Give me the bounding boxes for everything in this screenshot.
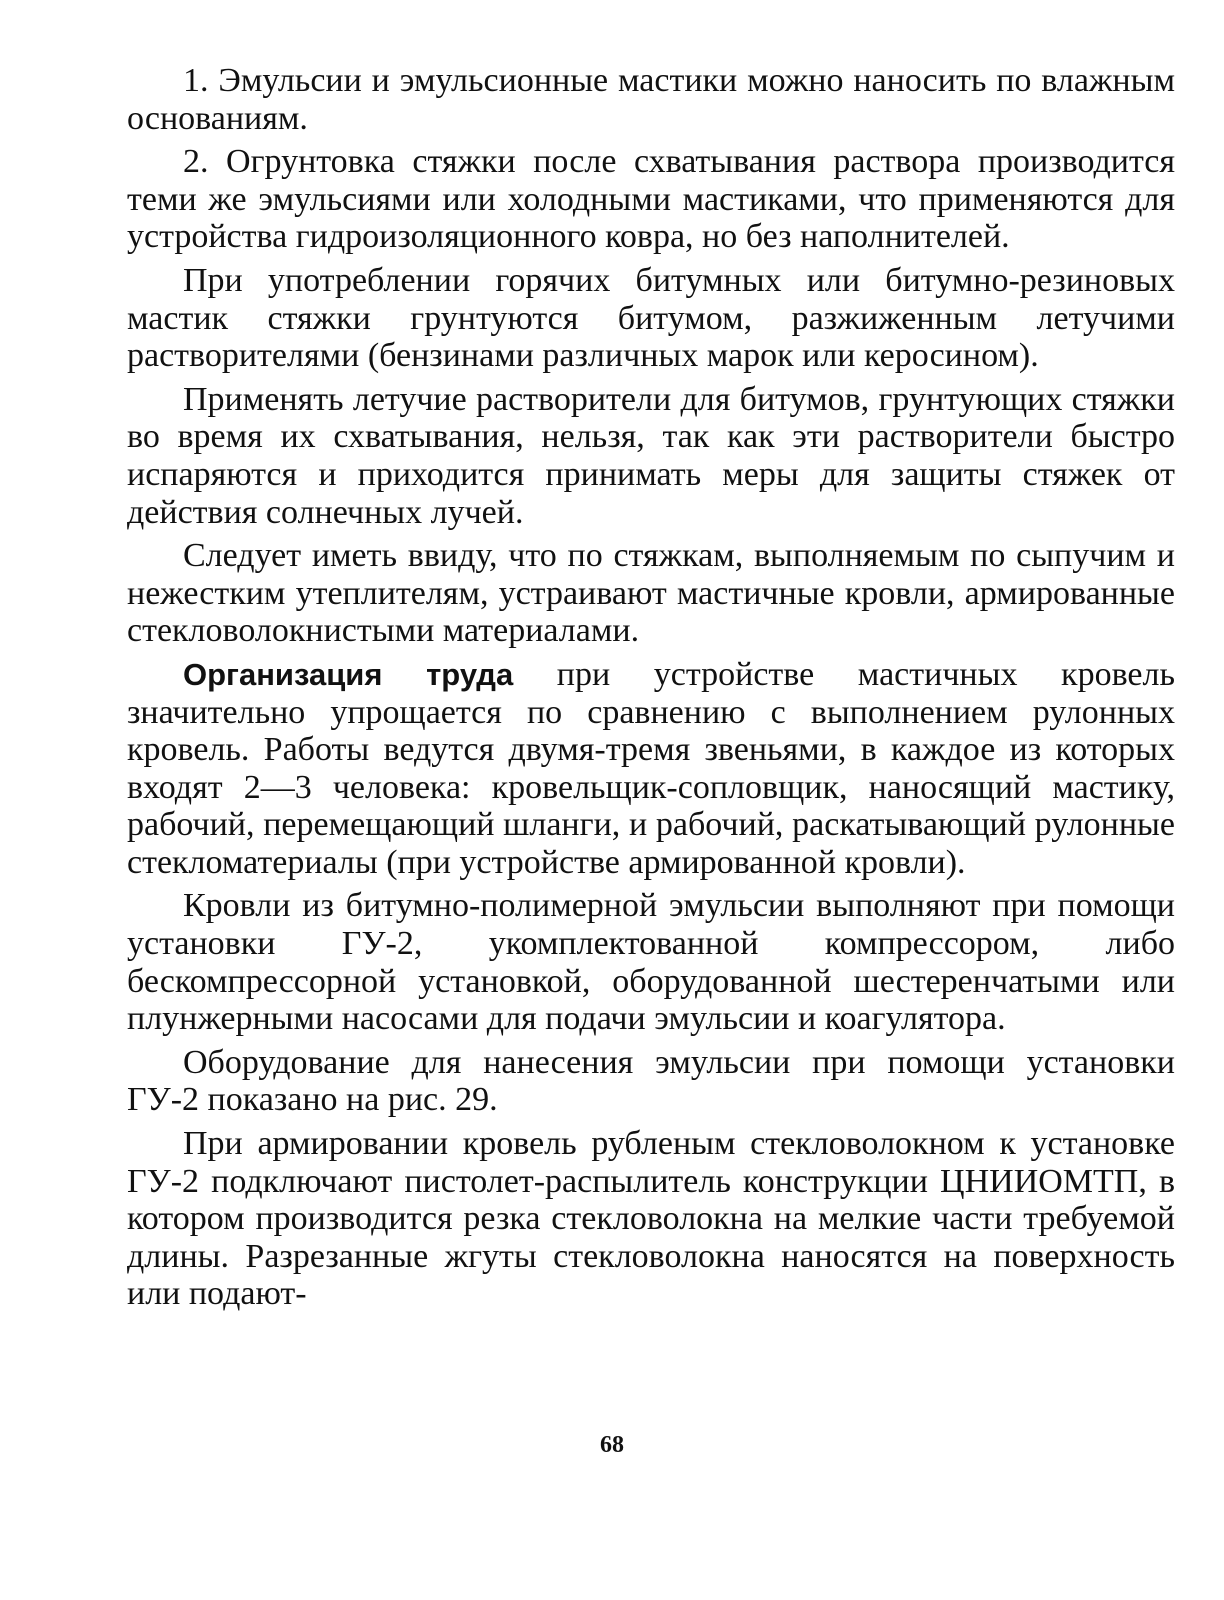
paragraph-7: Кровли из битумно-полимерной эмульсии выполняют при помощи установки ГУ-2, укомплектованной компрессором, либо бескомпрессорной установкой, оборудованной шестеренчатыми или плунжерными насосами для подачи эмульсии и коагулятора. [127, 887, 1175, 1038]
page-body [127, 62, 1175, 1319]
paragraph-6: Организация труда при устройстве мастичных кровель значительно упрощается по сравнению с выполнением рулонных кровель. Работы ведутся двумя-тремя звеньями, в каждое из которых входят 2—3 человека: кровельщик-сопловщик, наносящий мастику, рабочий, перемещающий шланги, и рабочий, раскатывающий рулонные стекломатериалы (при устройстве армированной кровли). [127, 655, 1175, 881]
page-number: 68 [600, 1432, 624, 1458]
paragraph-8: Оборудование для нанесения эмульсии при помощи установки ГУ-2 показано на рис. 29. [127, 1043, 1175, 1119]
paragraph-1: 1. Эмульсии и эмульсионные мастики можно наносить по влажным основаниям. [127, 62, 1175, 137]
paragraph-4: Применять летучие растворители для битумов, грунтующих стяжки во время их схватывания, нельзя, так как эти растворители быстро испаряются и приходится принимать меры для защиты стяжек от действия солнечных лучей. [127, 380, 1175, 531]
paragraph-3: При употреблении горячих битумных или битумно-резиновых мастик стяжки грунтуются битумом, разжиженным летучими растворителями (бензинами различных марок или керосином). [127, 261, 1175, 375]
paragraph-9: При армировании кровель рубленым стекловолокном к установке ГУ-2 подключают пистолет-распылитель конструкции ЦНИИОМТП, в котором производится резка стекловолокна на мелкие части требуемой длины. Разрезанные жгуты стекловолокна наносятся на поверхность или подают- [127, 1125, 1175, 1313]
section-heading-inline: Организация труда [183, 656, 514, 692]
paragraph-5: Следует иметь ввиду, что по стяжкам, выполняемым по сыпучим и нежестким утеплителям, устраивают мастичные кровли, армированные стекловолокнистыми материалами. [127, 537, 1175, 650]
paragraph-2: 2. Огрунтовка стяжки после схватывания раствора производится теми же эмульсиями или холодными мастиками, что применяются для устройства гидроизоляционного ковра, но без наполнителей. [127, 143, 1175, 256]
